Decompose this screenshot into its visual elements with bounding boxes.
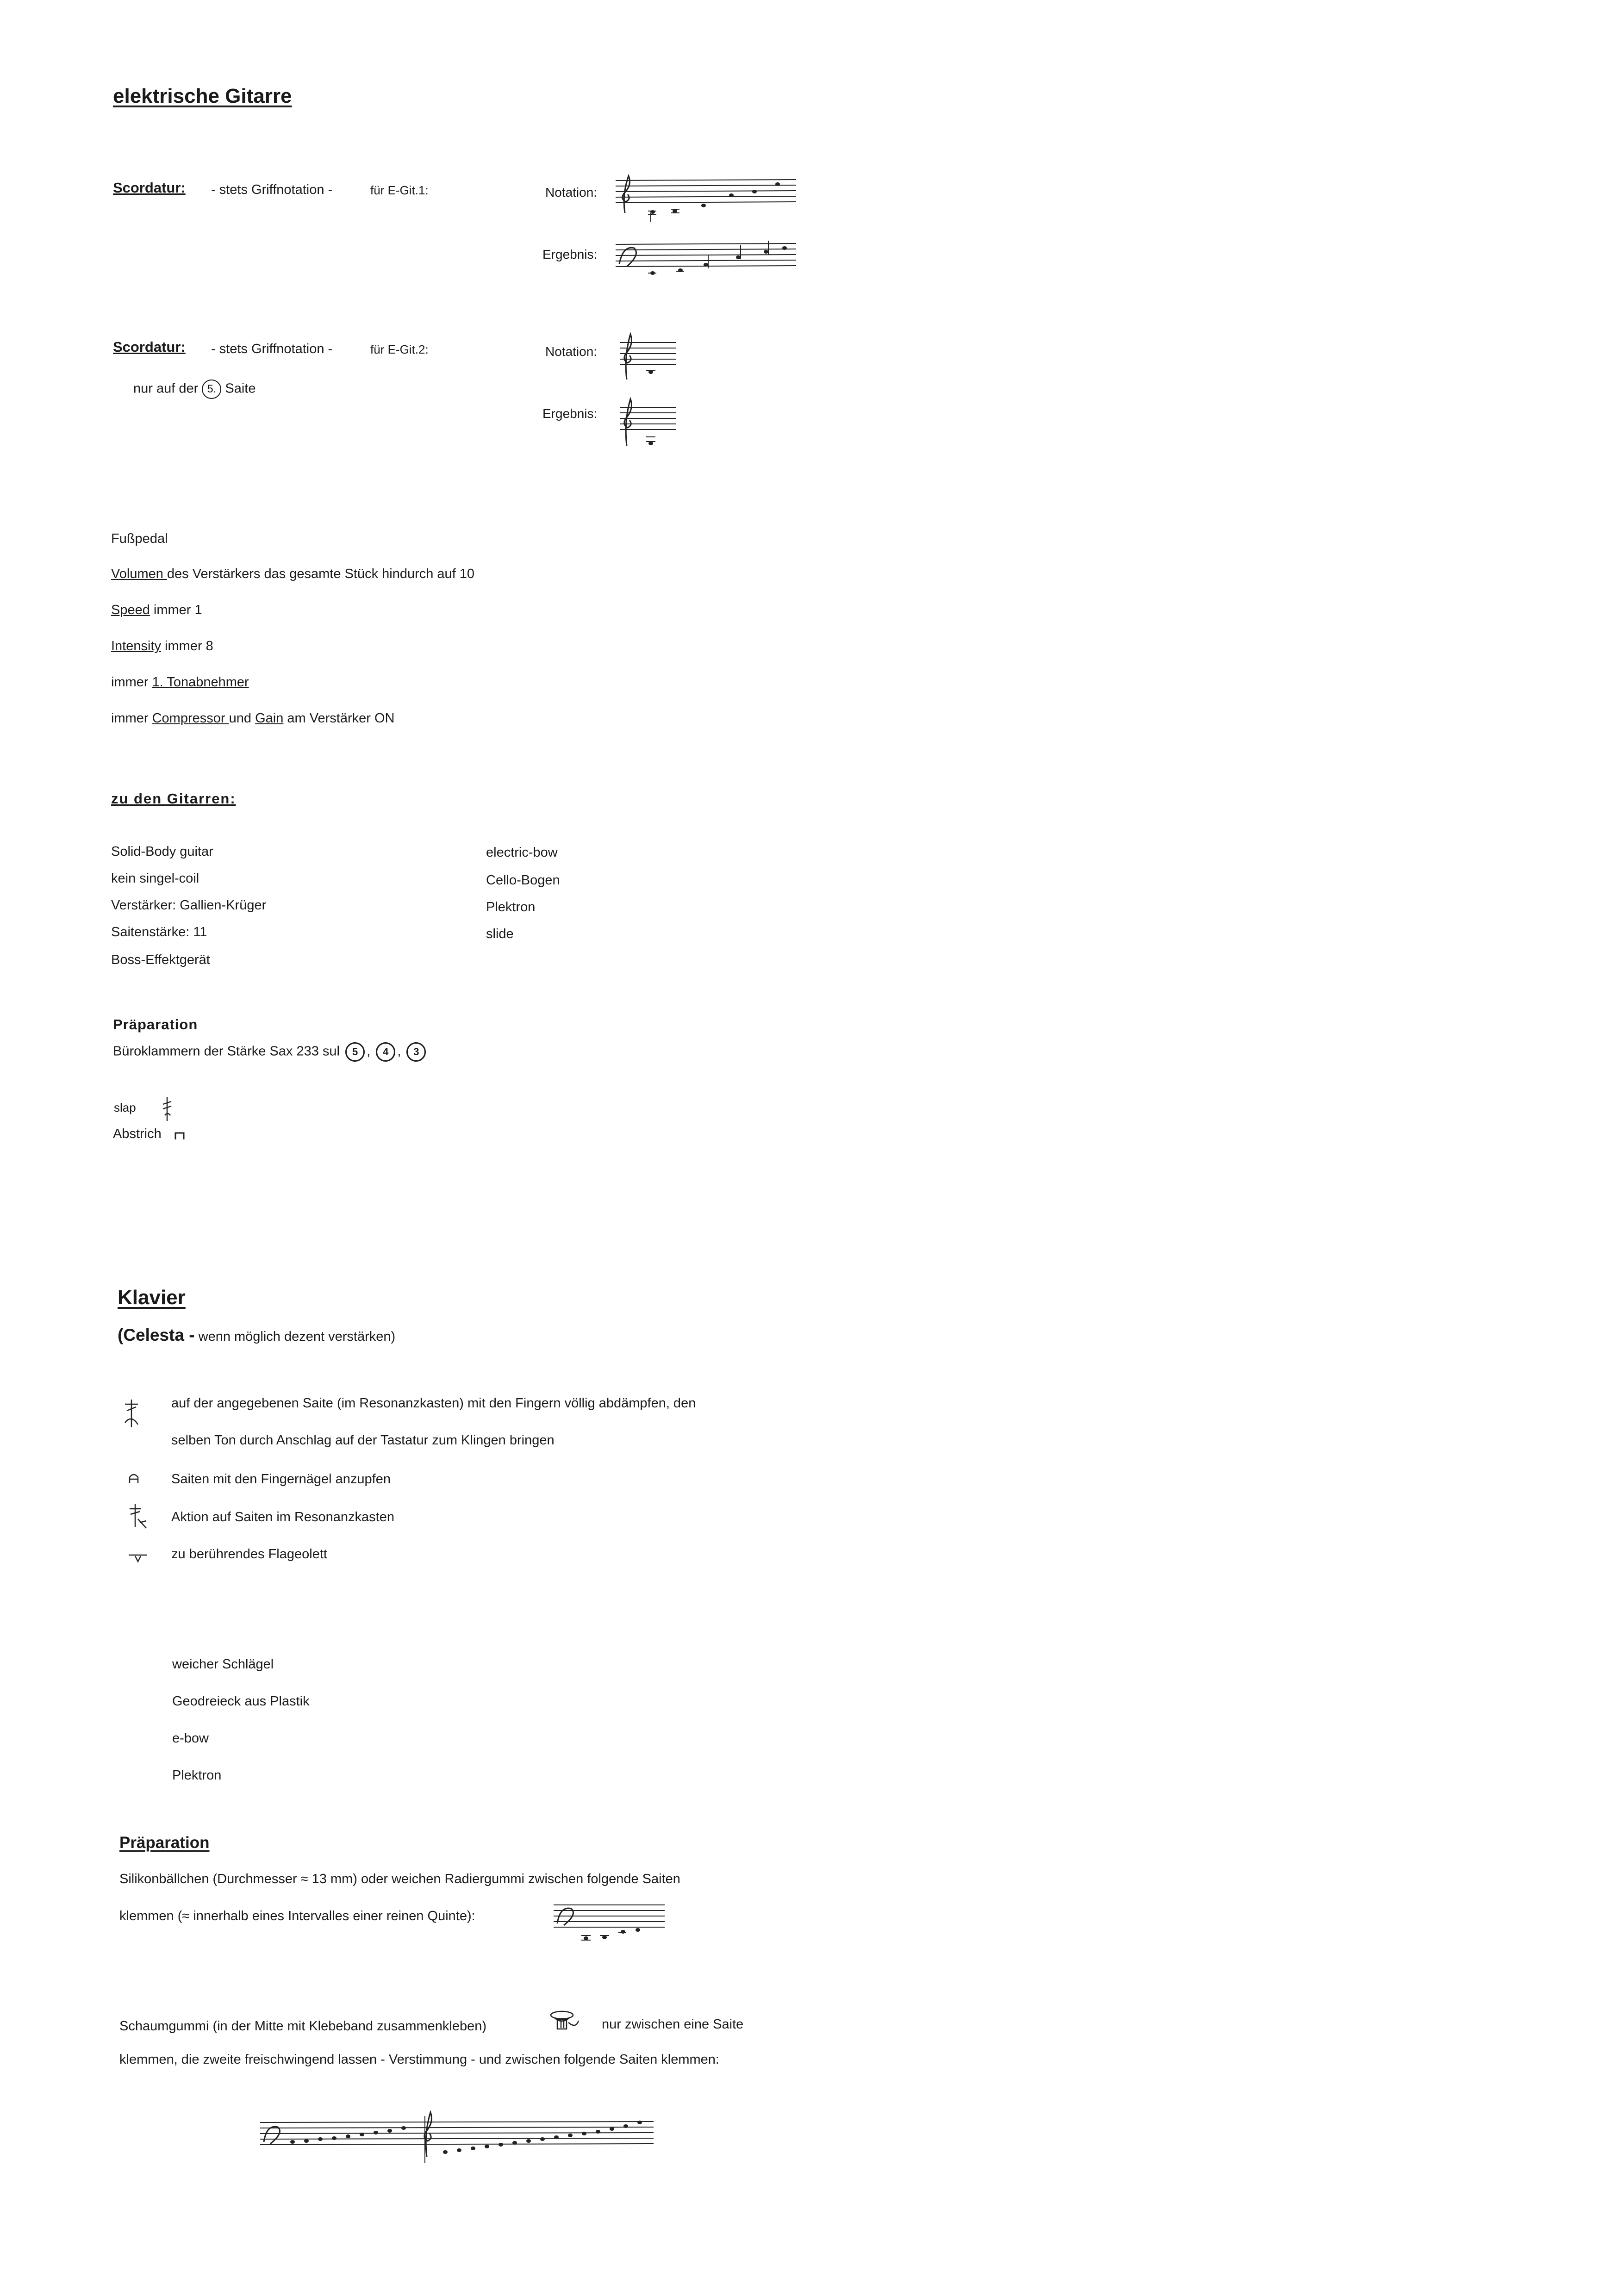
gear-left-item: kein singel-coil bbox=[111, 871, 199, 886]
symbol-desc: zu berührendes Flageolett bbox=[171, 1547, 327, 1562]
inside-piano-icon bbox=[126, 1502, 149, 1532]
zu-den-gitarren-heading: zu den Gitarren: bbox=[111, 790, 236, 807]
piano-prep-line1: Silikonbällchen (Durchmesser ≈ 13 mm) oder weichen Radiergummi zwischen folgende Saiten bbox=[119, 1872, 680, 1886]
gear-right-item: Plektron bbox=[486, 900, 536, 915]
gear-right-item: slide bbox=[486, 927, 514, 941]
scordatur2-result-staff bbox=[620, 392, 680, 453]
slap-label: slap bbox=[114, 1101, 136, 1114]
tool-item: e-bow bbox=[172, 1731, 209, 1746]
intensity-term: Intensity bbox=[111, 639, 161, 653]
foam-line1a: Schaumgummi (in der Mitte mit Klebeband zusammenkleben) bbox=[119, 2019, 487, 2034]
scordatur2-notation-label: Notation: bbox=[545, 344, 598, 359]
slap-symbol-icon bbox=[160, 1095, 174, 1125]
volume-value: des Verstärkers das gesamte Stück hindurch auf 10 bbox=[167, 566, 475, 581]
string-3-marker: 3 bbox=[406, 1042, 426, 1062]
speed-term: Speed bbox=[111, 603, 150, 617]
harmonic-icon bbox=[128, 1550, 148, 1567]
compressor-setting bbox=[111, 712, 394, 725]
string-5-circle: 5. bbox=[202, 380, 221, 399]
footpedal-heading: Fußpedal bbox=[111, 531, 168, 546]
abstrich-label: Abstrich bbox=[113, 1126, 162, 1141]
speed-setting bbox=[111, 604, 202, 617]
prep-bass-staff bbox=[554, 1896, 669, 1951]
foam-line2: klemmen, die zweite freischwingend lassen - Verstimmung - und zwischen folgende Saiten klemmen: bbox=[119, 2052, 719, 2067]
compressor-prefix: immer bbox=[111, 711, 152, 726]
compressor-suffix: am Verstärker ON bbox=[283, 711, 395, 726]
string-5-marker: 5 bbox=[345, 1042, 365, 1062]
pickup-term: 1. Tonabnehmer bbox=[152, 675, 249, 690]
gain-term: Gain bbox=[255, 711, 284, 726]
scordatur1-target: für E-Git.1: bbox=[370, 183, 429, 197]
scordatur2-result-label: Ergebnis: bbox=[542, 406, 598, 421]
volume-setting bbox=[111, 567, 474, 581]
pluck-nail-icon bbox=[128, 1472, 140, 1486]
intensity-setting bbox=[111, 640, 213, 653]
scordatur1-notation-staff bbox=[616, 167, 801, 227]
pickup-setting bbox=[111, 676, 249, 689]
tool-item: Plektron bbox=[172, 1768, 222, 1783]
gear-left-item: Solid-Body guitar bbox=[111, 844, 213, 859]
gear-right-item: electric-bow bbox=[486, 845, 558, 860]
piano-prep-line2: klemmen (≈ innerhalb eines Intervalles einer reinen Quinte): bbox=[119, 1909, 475, 1923]
celesta-label: (Celesta - bbox=[118, 1325, 195, 1344]
tool-item: Geodreieck aus Plastik bbox=[172, 1694, 310, 1709]
scordatur2-notation-staff bbox=[620, 324, 680, 384]
gear-right-item: Cello-Bogen bbox=[486, 873, 560, 888]
gear-left-item: Verstärker: Gallien-Krüger bbox=[111, 898, 267, 913]
scordatur2-note: - stets Griffnotation - bbox=[211, 342, 333, 356]
foam-line1b: nur zwischen eine Saite bbox=[602, 2017, 744, 2032]
symbol-desc: auf der angegebenen Saite (im Resonanzkasten) mit den Fingern völlig abdämpfen, den bbox=[171, 1396, 696, 1411]
compressor-and: und bbox=[229, 711, 255, 726]
scordatur2-label: Scordatur: bbox=[113, 339, 186, 355]
symbol-desc: Saiten mit den Fingernägel anzupfen bbox=[171, 1472, 391, 1487]
symbol-desc: selben Ton durch Anschlag auf der Tastatur zum Klingen bringen bbox=[171, 1433, 555, 1448]
intensity-value: immer 8 bbox=[161, 639, 213, 653]
pickup-prefix: immer bbox=[111, 675, 152, 690]
compressor-term: Compressor bbox=[152, 711, 229, 726]
celesta-line bbox=[118, 1326, 395, 1344]
scordatur1-note: - stets Griffnotation - bbox=[211, 182, 333, 197]
volume-term: Volumen bbox=[111, 566, 167, 581]
guitar-prep-text: Büroklammern der Stärke Sax 233 sul bbox=[113, 1044, 340, 1059]
string-4-marker: 4 bbox=[376, 1042, 395, 1062]
scordatur2-target: für E-Git.2: bbox=[370, 342, 429, 356]
scordatur2-sub-prefix: nur auf der bbox=[133, 381, 199, 396]
scordatur1-notation-label: Notation: bbox=[545, 185, 598, 199]
guitar-title: elektrische Gitarre bbox=[113, 85, 292, 107]
dampen-symbol-icon bbox=[121, 1398, 142, 1432]
scordatur1-result-label: Ergebnis: bbox=[542, 247, 598, 261]
guitar-prep-title: Präparation bbox=[113, 1016, 198, 1033]
scordatur2-subline bbox=[133, 380, 256, 399]
gear-left-item: Boss-Effektgerät bbox=[111, 952, 210, 967]
tool-item: weicher Schlägel bbox=[172, 1657, 274, 1672]
piano-prep-title: Präparation bbox=[119, 1834, 210, 1852]
symbol-desc: Aktion auf Saiten im Resonanzkasten bbox=[171, 1510, 394, 1524]
scordatur1-result-staff bbox=[616, 227, 801, 282]
scordatur2-sub-suffix: Saite bbox=[225, 381, 256, 396]
foam-grand-staff bbox=[260, 2106, 658, 2166]
downbow-icon bbox=[174, 1131, 185, 1143]
foam-rubber-icon bbox=[548, 2009, 580, 2039]
piano-title: Klavier bbox=[118, 1286, 186, 1309]
scordatur1-label: Scordatur: bbox=[113, 180, 186, 196]
gear-left-item: Saitenstärke: 11 bbox=[111, 925, 207, 940]
speed-value: immer 1 bbox=[150, 603, 202, 617]
guitar-prep-line: Büroklammern der Stärke Sax 233 sul 5 , 4 , 3 bbox=[113, 1042, 428, 1062]
celesta-note: wenn möglich dezent verstärken) bbox=[198, 1329, 396, 1344]
